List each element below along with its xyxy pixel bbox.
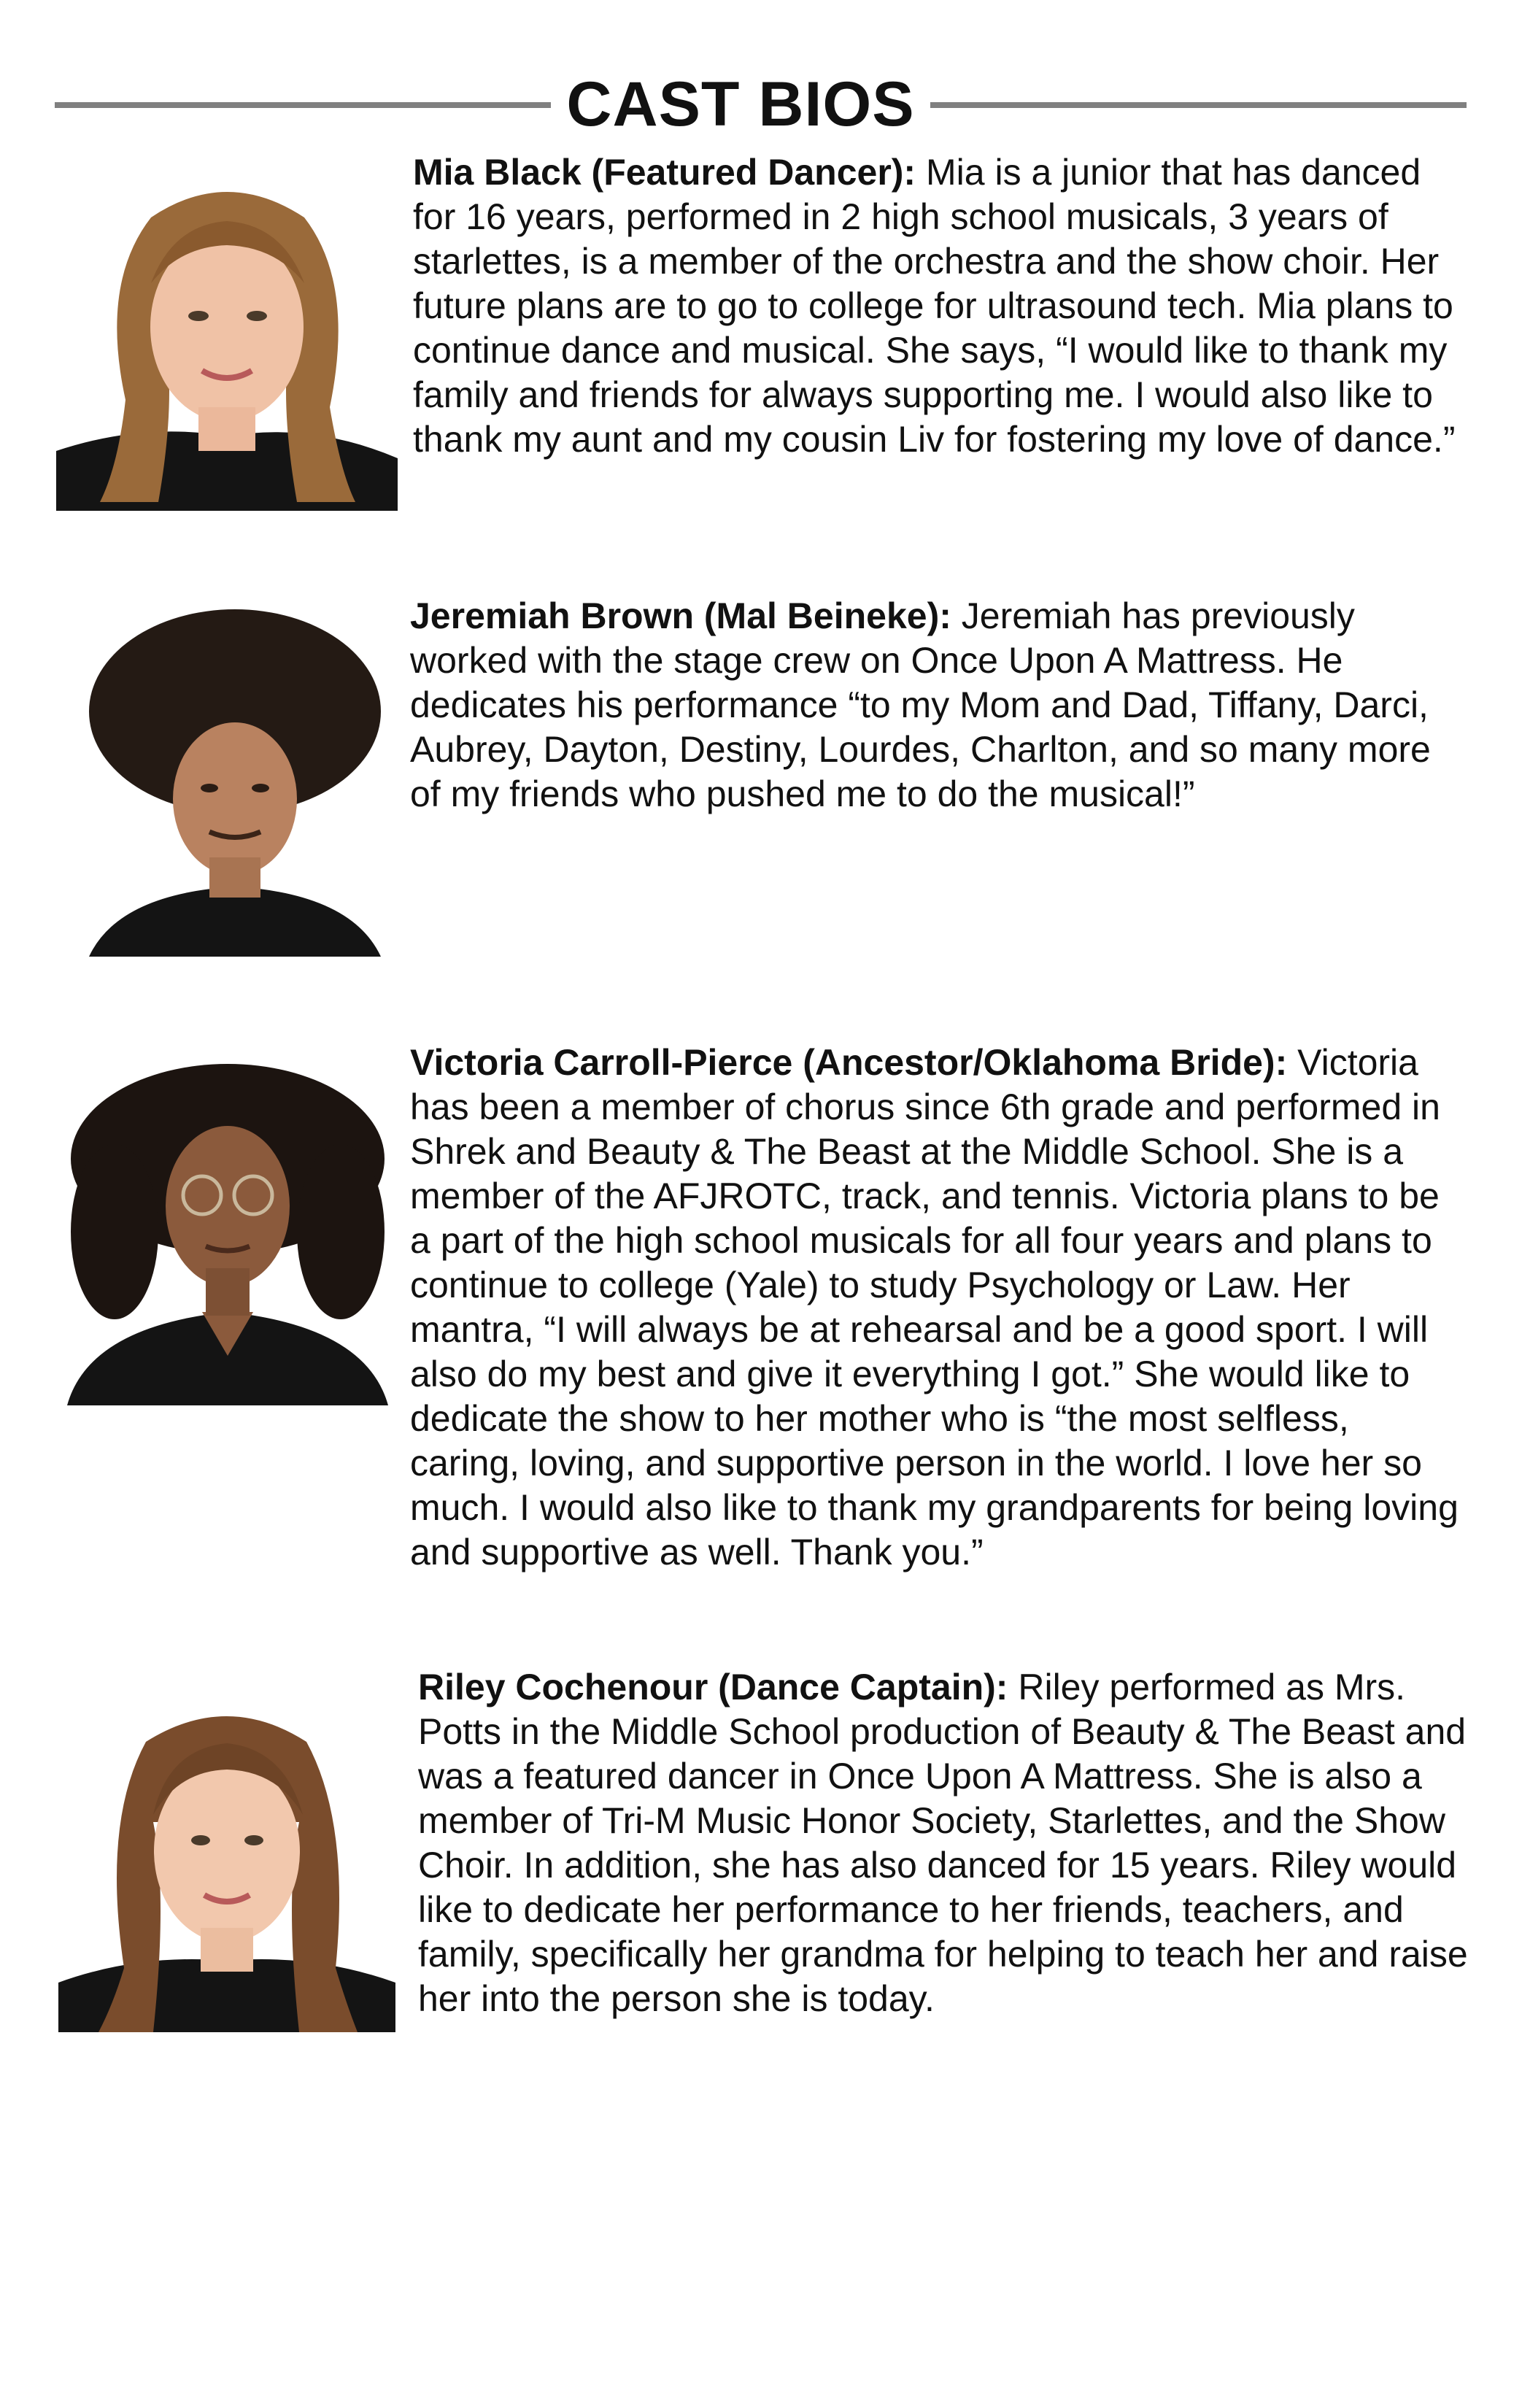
bio-text [410, 1041, 1468, 1575]
headshot-photo [56, 159, 398, 511]
headshot-photo [60, 1049, 395, 1405]
bio-text [410, 594, 1461, 817]
bio-text [418, 1665, 1469, 2021]
title-row [55, 64, 1467, 144]
bio-body: Jeremiah has previously worked with the stage crew on Once Upon A Mattress. He dedicates his performance “to my Mom and Dad, Tiffany, Darci, Aubrey, Dayton, Destiny, Lourdes, Charlton, and so many more of my friends who pushed me to do the musical!” [410, 595, 1431, 814]
cast-name: Riley Cochenour (Dance Captain): [418, 1667, 1008, 1707]
title-rule-right [930, 102, 1467, 108]
bio-text [413, 150, 1471, 462]
headshot-photo [60, 602, 410, 957]
bio-body: Mia is a junior that has danced for 16 years, performed in 2 high school musicals, 3 years of starlettes, is a member of the orchestra and the show choir. Her future plans are to go to college for ultrasound tech. Mia plans to continue dance and musical. She says, “I would like to thank my family and friends for always supporting me. I would also like to thank my aunt and my cousin Liv for fostering my love of dance.” [413, 152, 1456, 460]
headshot-photo [58, 1676, 395, 2032]
title-rule-left [55, 102, 551, 108]
cast-name: Jeremiah Brown (Mal Beineke): [410, 595, 951, 636]
bio-body: Riley performed as Mrs. Potts in the Middle School production of Beauty & The Beast and was a featured dancer in Once Upon A Mattress. She is also a member of Tri-M Music Honor Society, Starlettes, and the Show Choir. In addition, she has also danced for 15 years. Riley would like to dedicate her performance to her friends, teachers, and family, specifically her grandma for helping to teach her and raise her into the person she is today. [418, 1667, 1468, 2019]
bio-body: Victoria has been a member of chorus since 6th grade and performed in Shrek and Beauty & The Beast at the Middle School. She is a member of the AFJROTC, track, and tennis. Victoria plans to be a part of the high school musicals for all four years and plans to continue to college (Yale) to study Psychology or Law. Her mantra, “I will always be at rehearsal and be a good sport. I will also do my best and give it everything I got.” She would like to dedicate the show to her mother who is “the most selfless, caring, loving, and supportive person in the world. I love her so much. I would also like to thank my grandparents for being loving and supportive as well. Thank you.” [410, 1042, 1459, 1572]
cast-name: Mia Black (Featured Dancer): [413, 152, 916, 193]
page-title: CAST BIOS [566, 69, 915, 139]
cast-name: Victoria Carroll-Pierce (Ancestor/Oklahoma Bride): [410, 1042, 1288, 1083]
